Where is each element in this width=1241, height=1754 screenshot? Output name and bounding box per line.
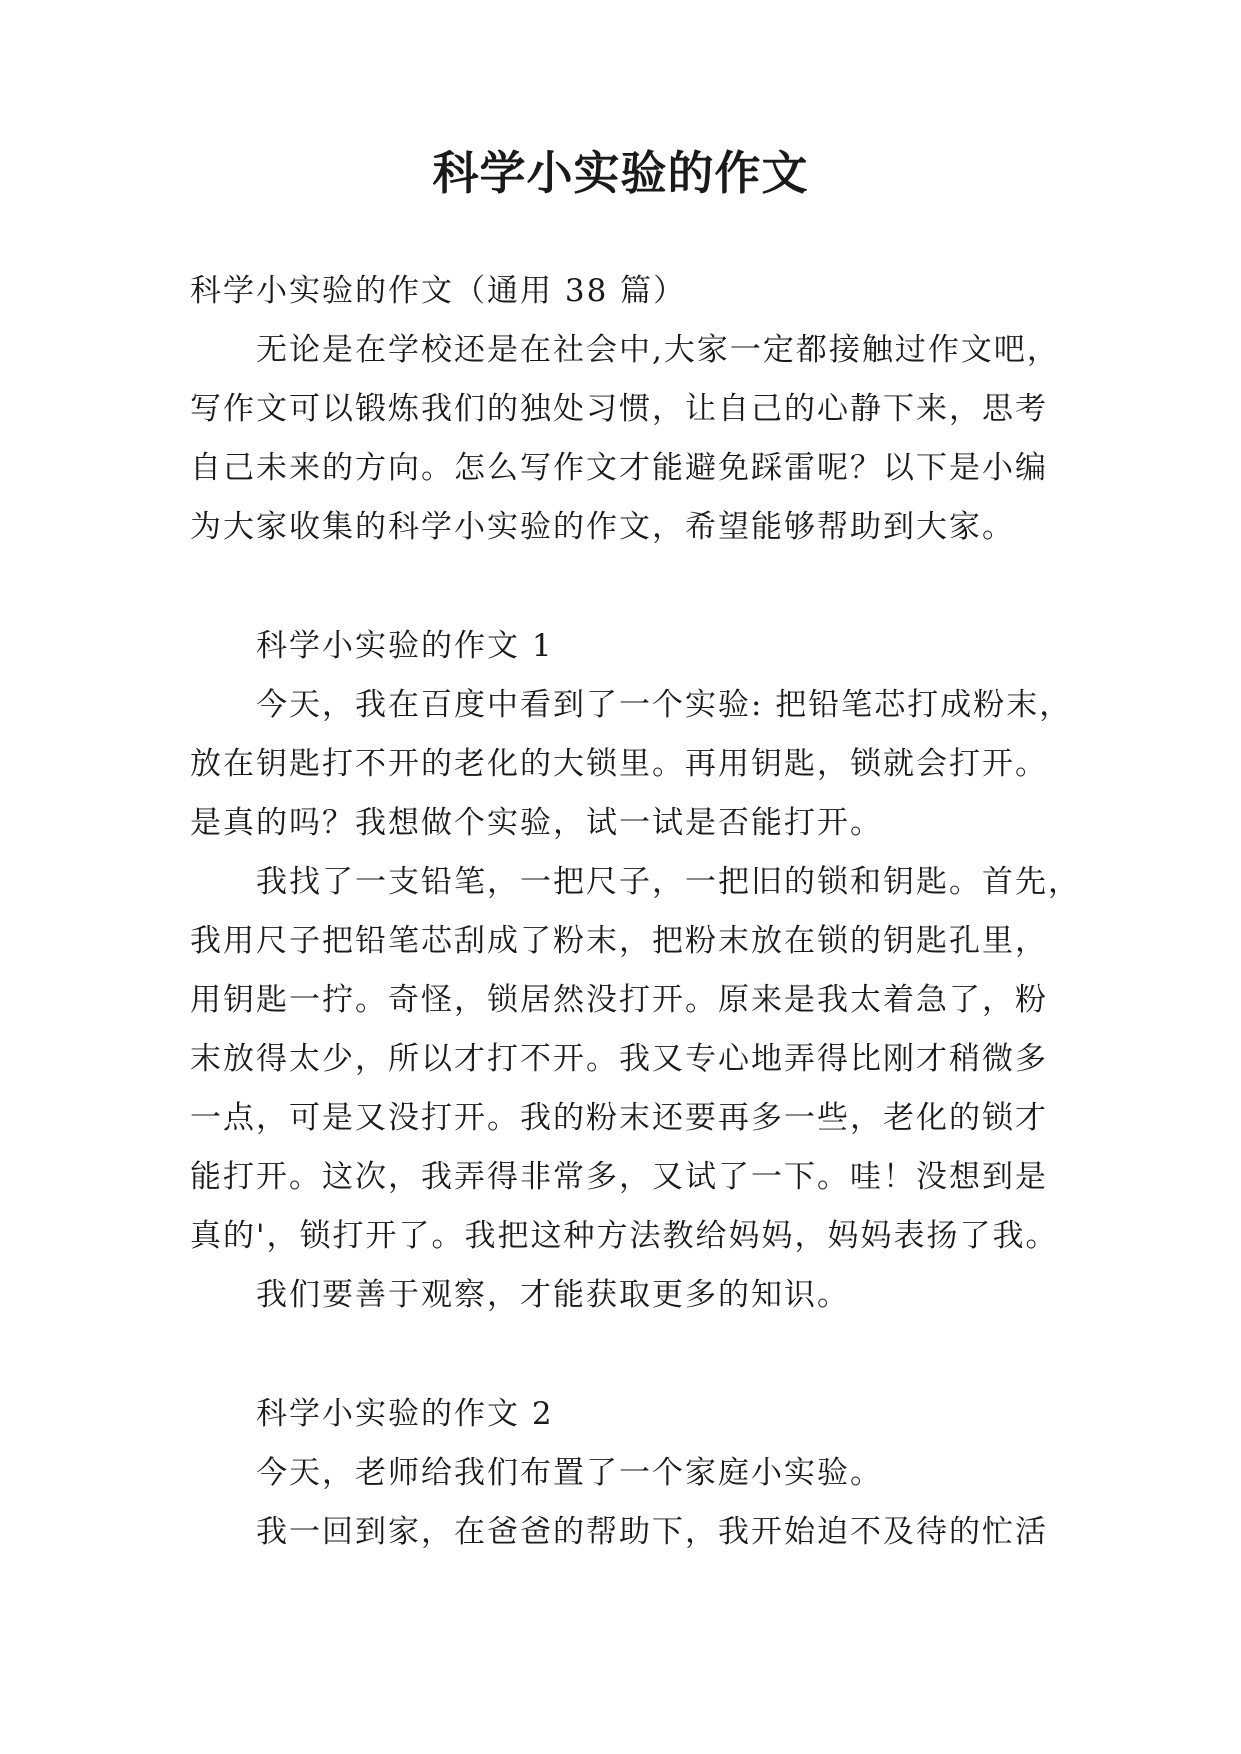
essay-1-line: 真的'，锁打开了。我把这种方法教给妈妈，妈妈表扬了我。 — [190, 1218, 1059, 1254]
intro-line: 自己未来的方向。怎么写作文才能避免踩雷呢？以下是小编 — [190, 450, 1048, 486]
essay-2-line: 我一回到家，在爸爸的帮助下，我开始迫不及待的忙活 — [256, 1514, 1048, 1550]
section-gap — [190, 557, 1070, 617]
essay-2-heading: 科学小实验的作文 2 — [256, 1396, 554, 1432]
essay-2-line: 今天，老师给我们布置了一个家庭小实验。 — [256, 1455, 883, 1491]
essay-1-line: 放在钥匙打不开的老化的大锁里。再用钥匙，锁就会打开。 — [190, 746, 1048, 782]
essay-1-line: 今天，我在百度中看到了一个实验: 把铅笔芯打成粉末， — [256, 687, 1073, 723]
essay-1-line: 用钥匙一拧。奇怪，锁居然没打开。原来是我太着急了，粉 — [190, 982, 1048, 1018]
essay-1-conclusion: 我们要善于观察，才能获取更多的知识。 — [256, 1277, 850, 1313]
essay-1-heading: 科学小实验的作文 1 — [256, 628, 554, 664]
document-body — [190, 262, 1081, 1562]
intro-line: 为大家收集的科学小实验的作文，希望能够帮助到大家。 — [190, 509, 1015, 545]
essay-1-line: 一点，可是又没打开。我的粉末还要再多一些，老化的锁才 — [190, 1100, 1048, 1136]
essay-1-line: 能打开。这次，我弄得非常多，又试了一下。哇！没想到是 — [190, 1159, 1048, 1195]
essay-1-line: 我用尺子把铅笔芯刮成了粉末，把粉末放在锁的钥匙孔里， — [190, 923, 1048, 959]
essay-1-line: 末放得太少，所以才打不开。我又专心地弄得比刚才稍微多 — [190, 1041, 1048, 1077]
intro-line: 写作文可以锻炼我们的独处习惯，让自己的心静下来，思考 — [190, 391, 1048, 427]
document-subtitle: 科学小实验的作文（通用 38 篇） — [190, 273, 687, 309]
essay-1-line: 是真的吗？我想做个实验，试一试是否能打开。 — [190, 805, 883, 841]
document-title: 科学小实验的作文 — [432, 146, 809, 200]
essay-1-line: 我找了一支铅笔，一把尺子，一把旧的锁和钥匙。首先， — [256, 864, 1081, 900]
section-gap — [190, 1325, 1070, 1385]
intro-line: 无论是在学校还是在社会中,大家一定都接触过作文吧， — [256, 332, 1060, 368]
